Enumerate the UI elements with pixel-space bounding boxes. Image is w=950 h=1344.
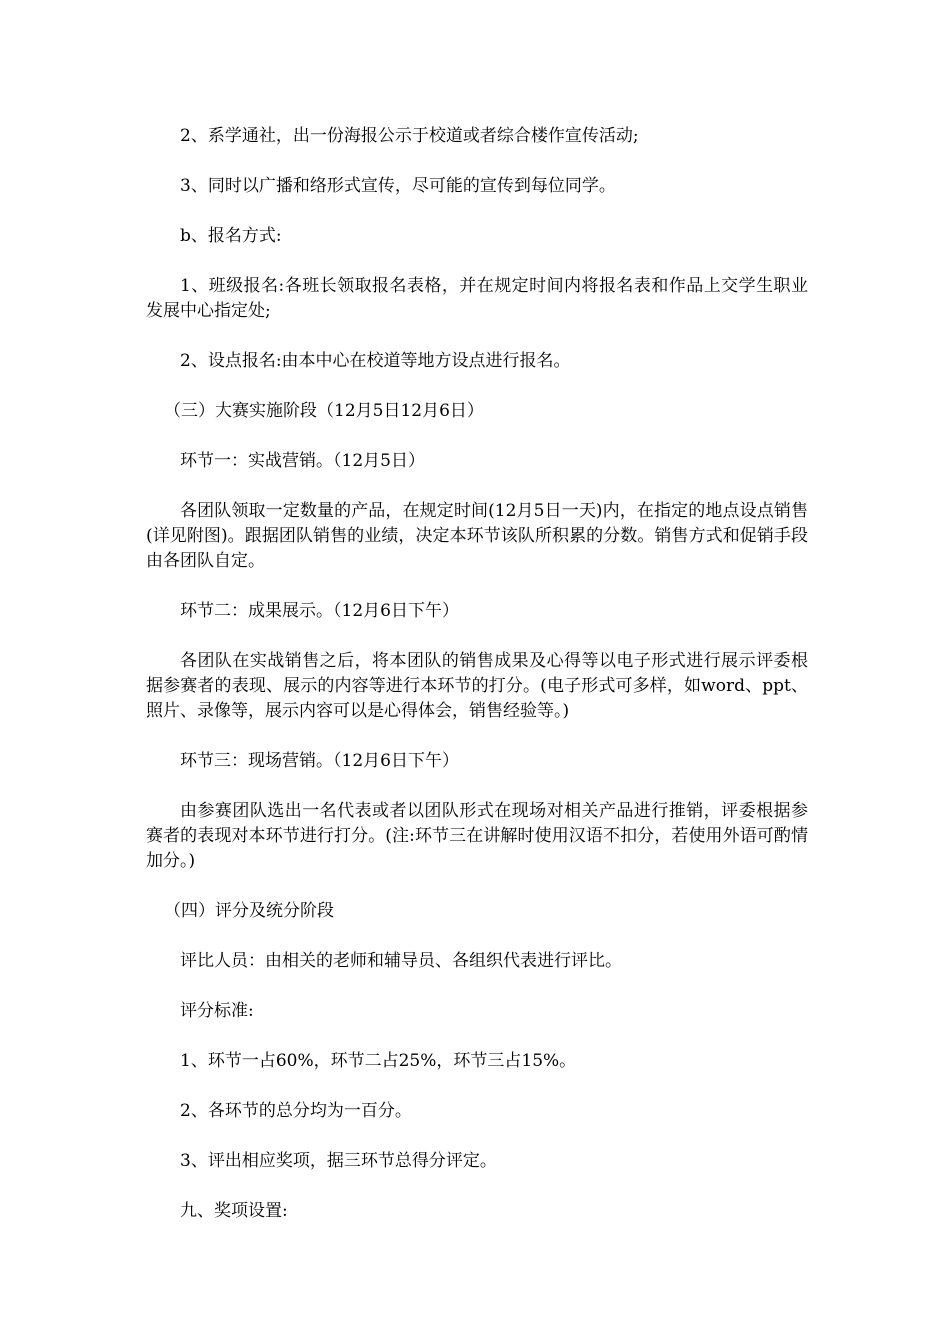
paragraph-registration-method: b、报名方式: [180,226,282,246]
heading-stage-one: 环节一：实战营销。（12月5日） [180,451,425,471]
heading-stage-two: 环节二：成果展示。（12月6日下午） [180,601,459,621]
heading-scoring-criteria: 评分标准: [180,1001,254,1021]
paragraph-publicity-broadcast: 3、同时以广播和络形式宣传，尽可能的宣传到每位同学。 [180,176,616,196]
paragraph-criteria-weights: 1、环节一占60%，环节二占25%，环节三占15%。 [180,1051,577,1071]
paragraph-class-registration: 1、班级报名:各班长领取报名表格，并在规定时间内将报名表和作品上交学生职业发展中心指定处; [146,276,808,321]
paragraph-stage-three-detail: 由参赛团队选出一名代表或者以团队形式在现场对相关产品进行推销，评委根据参赛者的表现对本环节进行打分。(注:环节三在讲解时使用汉语不扣分，若使用外语可酌情加分。) [146,801,808,871]
document-body [146,124,808,1249]
heading-awards: 九、奖项设置: [180,1201,288,1221]
paragraph-publicity-poster: 2、系学通社，出一份海报公示于校道或者综合楼作宣传活动; [180,126,639,146]
paragraph-judges: 评比人员：由相关的老师和辅导员、各组织代表进行评比。 [180,951,622,971]
heading-stage-three: 环节三：现场营销。（12月6日下午） [180,751,459,771]
heading-implementation-stage: （三）大赛实施阶段（12月5日12月6日） [164,401,484,421]
paragraph-stage-one-detail: 各团队领取一定数量的产品，在规定时间(12月5日一天)内，在指定的地点设点销售(详见附图)。跟据团队销售的业绩，决定本环节该队所积累的分数。销售方式和促销手段由各团队自定。 [146,501,808,571]
paragraph-criteria-full-score: 2、各环节的总分均为一百分。 [180,1101,412,1121]
paragraph-criteria-awards: 3、评出相应奖项，据三环节总得分评定。 [180,1151,497,1171]
paragraph-stage-two-detail: 各团队在实战销售之后，将本团队的销售成果及心得等以电子形式进行展示评委根据参赛者的表现、展示的内容等进行本环节的打分。(电子形式可多样，如word、ppt、照片、录像等，展示内容可以是心得体会，销售经验等。) [146,651,808,721]
paragraph-booth-registration: 2、设点报名:由本中心在校道等地方设点进行报名。 [180,351,571,371]
heading-scoring-stage: （四）评分及统分阶段 [164,901,334,921]
